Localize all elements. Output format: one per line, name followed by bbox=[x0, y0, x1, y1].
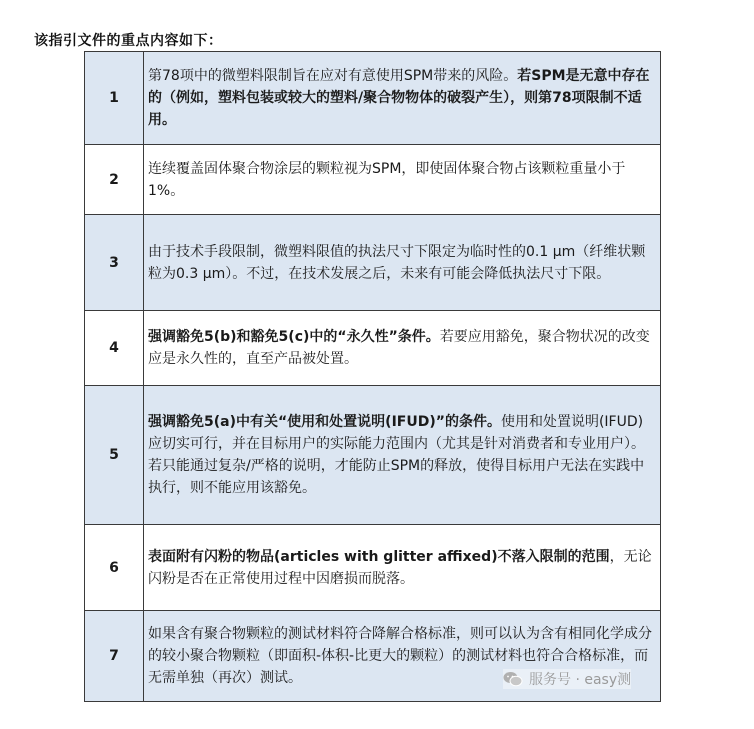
text-segment-bold: 强调豁免5(a)中有关“使用和处置说明(IFUD)”的条件。 bbox=[148, 414, 501, 430]
row-number: 6 bbox=[85, 525, 144, 611]
row-number: 2 bbox=[85, 145, 144, 215]
row-number: 4 bbox=[85, 311, 144, 386]
table-row bbox=[85, 52, 661, 145]
text-segment: 使用和处置说明(IFUD)应切实可行，并在目标用户的实际能力范围内（尤其是针对消费者和专业用户）。若只能通过复杂/严格的说明，才能防止SPM的释放，使得目标用户无法在实践中执行，则不能应用该豁免。 bbox=[148, 414, 645, 496]
row-text bbox=[144, 145, 661, 215]
text-segment: 若要应用豁免，聚合物状况的改变应是永久性的，直至产品被处置。 bbox=[148, 329, 650, 367]
text-segment: 由于技术手段限制，微塑料限值的执法尺寸下限定为临时性的0.1 μm（纤维状颗粒为0.3 μm）。不过，在技术发展之后，未来有可能会降低执法尺寸下限。 bbox=[148, 243, 646, 282]
row-number: 7 bbox=[85, 611, 144, 702]
text-segment: ，无论闪粉是否在正常使用过程中因磨损而脱落。 bbox=[148, 548, 652, 587]
table-row bbox=[85, 145, 661, 215]
row-text bbox=[144, 215, 661, 311]
table-row bbox=[85, 525, 661, 611]
page-heading: 该指引文件的重点内容如下： bbox=[34, 33, 223, 49]
text-segment: 如果含有聚合物颗粒的测试材料符合降解合格标准，则可以认为含有相同化学成分的较小聚合物颗粒（即面积-体积-比更大的颗粒）的测试材料也符合合格标准，而无需单独（再次）测试。 bbox=[148, 626, 652, 686]
row-number: 3 bbox=[85, 215, 144, 311]
table-row bbox=[85, 311, 661, 386]
text-segment-bold: 若SPM是无意中存在的（例如，塑料包装或较大的塑料/聚合物物体的破裂产生），则第78项限制不适用。 bbox=[148, 68, 650, 128]
text-segment: 第78项中的微塑料限制旨在应对有意使用SPM带来的风险。 bbox=[148, 68, 518, 84]
text-segment-bold: 表面附有闪粉的物品(articles with glitter affixed)不落入限制的范围 bbox=[148, 548, 610, 565]
table-row bbox=[85, 215, 661, 311]
row-text bbox=[144, 311, 661, 386]
row-text bbox=[144, 525, 661, 611]
text-segment-bold: 强调豁免5(b)和豁免5(c)中的“永久性”条件。 bbox=[148, 329, 440, 345]
row-text bbox=[144, 52, 661, 145]
wechat-icon bbox=[503, 671, 523, 687]
text-segment: 连续覆盖固体聚合物涂层的颗粒视为SPM，即使固体聚合物占该颗粒重量小于1%。 bbox=[148, 160, 626, 199]
row-number: 5 bbox=[85, 386, 144, 525]
row-text bbox=[144, 386, 661, 525]
watermark-text: 服务号 · easy测 bbox=[529, 672, 632, 688]
key-points-table bbox=[84, 51, 661, 702]
table-row bbox=[85, 386, 661, 525]
row-number: 1 bbox=[85, 52, 144, 145]
watermark bbox=[503, 669, 631, 689]
